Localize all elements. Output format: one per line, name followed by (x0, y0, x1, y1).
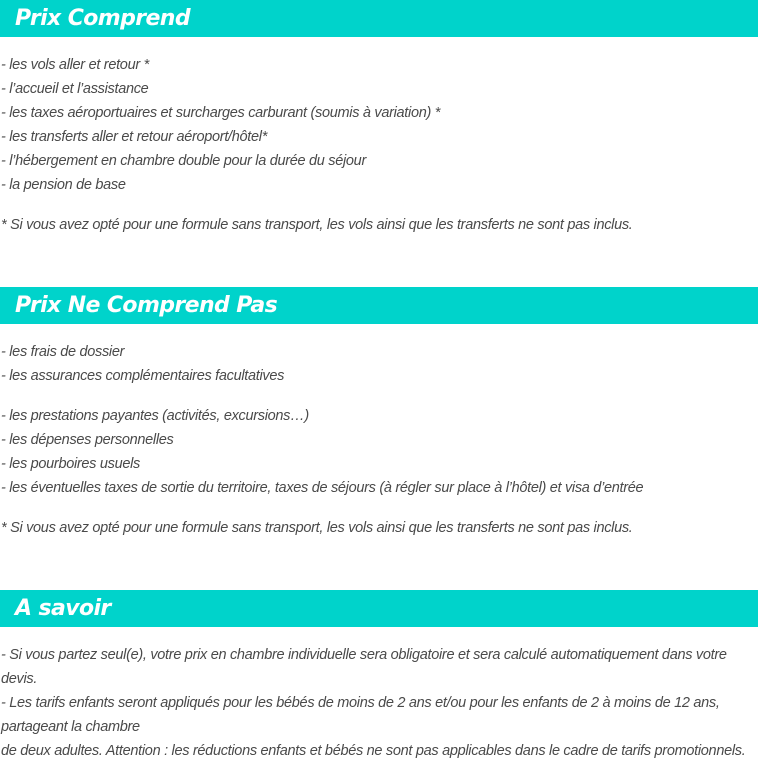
footnote: * Si vous avez opté pour une formule sans transport, les vols ainsi que les transferts ne sont pas inclus. (1, 217, 633, 233)
paragraph-line: partageant la chambre (1, 719, 140, 735)
list-item: - les vols aller et retour * (1, 57, 149, 73)
list-item: - les frais de dossier (1, 344, 125, 360)
section-title-prix-ne-comprend-pas: Prix Ne Comprend Pas (0, 287, 758, 324)
paragraph-line: de deux adultes. Attention : les réductions enfants et bébés ne sont pas applicables dans le cadre de tarifs promotionnels. (1, 743, 746, 759)
list-item: - l’accueil et l’assistance (1, 81, 149, 97)
list-item: - les dépenses personnelles (1, 432, 174, 448)
list-item: - les assurances complémentaires facultatives (1, 368, 285, 384)
paragraph-line: devis. (1, 671, 38, 687)
paragraph-line: - Les tarifs enfants seront appliqués pour les bébés de moins de 2 ans et/ou pour les enfants de 2 à moins de 12 ans, (1, 695, 720, 711)
section-title-a-savoir: A savoir (0, 590, 758, 627)
list-item: - l’hébergement en chambre double pour la durée du séjour (1, 153, 366, 169)
list-item: - les éventuelles taxes de sortie du territoire, taxes de séjours (à régler sur place à l’hôtel) et visa d’entrée (1, 480, 644, 496)
list-item: - la pension de base (1, 177, 126, 193)
section-title-prix-comprend: Prix Comprend (0, 0, 758, 37)
list-item: - les taxes aéroportuaires et surcharges carburant (soumis à variation) * (1, 105, 441, 121)
list-item: - les transferts aller et retour aéroport/hôtel* (1, 129, 268, 145)
paragraph-line: - Si vous partez seul(e), votre prix en chambre individuelle sera obligatoire et sera calculé automatiquement dans votre (1, 647, 727, 663)
list-item: - les prestations payantes (activités, excursions…) (1, 408, 309, 424)
footnote: * Si vous avez opté pour une formule sans transport, les vols ainsi que les transferts ne sont pas inclus. (1, 520, 633, 536)
list-item: - les pourboires usuels (1, 456, 140, 472)
